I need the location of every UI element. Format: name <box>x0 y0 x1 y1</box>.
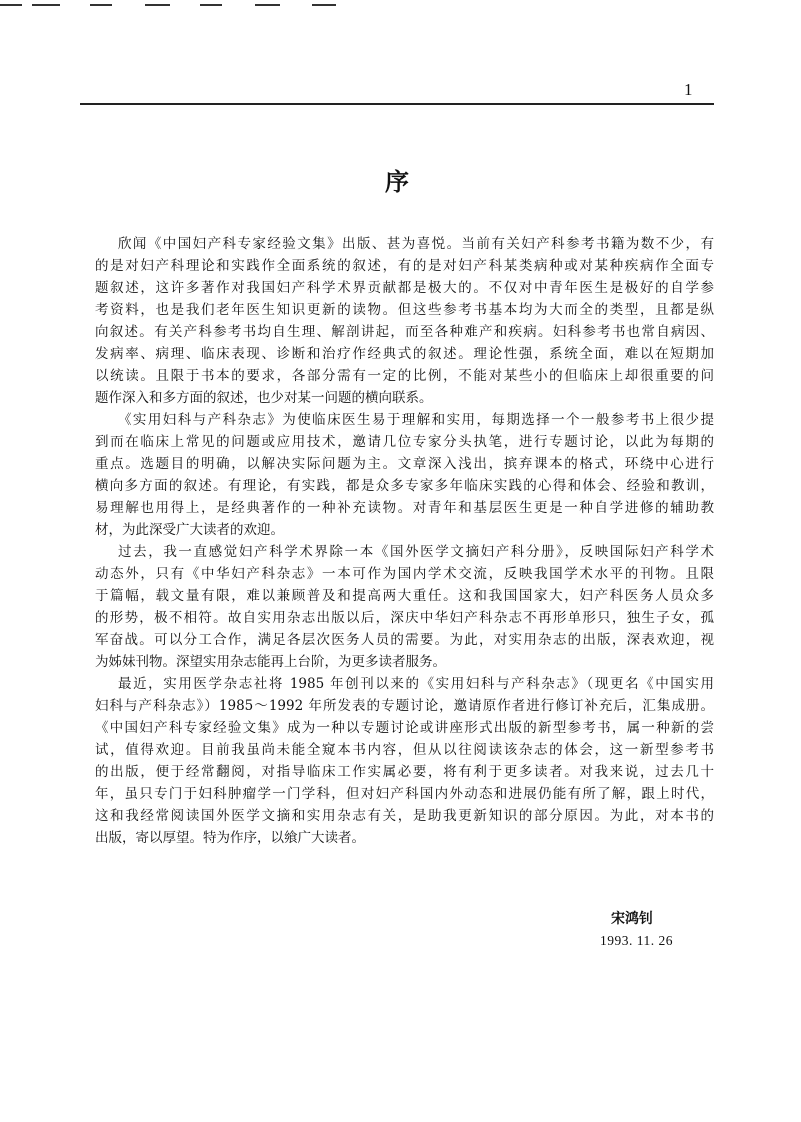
paragraph-line: 题作深入和多方面的叙述，也少对某一问题的横向联系。 <box>95 390 433 406</box>
paragraph-line: 为姊妹刊物。深望实用杂志能再上台阶，为更多读者服务。 <box>95 654 446 670</box>
paragraph-line: 年，虽只专门于妇科肿瘤学一门学科，但对妇产科国内外动态和进展仍能有所了解，跟上时代， <box>95 786 714 802</box>
paragraph-line: 动态外，只有《中华妇产科杂志》一本可作为国内学术交流，反映我国学术水平的刊物。且限 <box>95 566 714 582</box>
paragraph-line: 《中国妇产科专家经验文集》成为一种以专题讨论或讲座形式出版的新型参考书，属一种新的尝 <box>95 720 714 736</box>
paragraph-line: 横向多方面的叙述。有理论，有实践，都是众多专家多年临床实践的心得和体会、经验和教训， <box>95 478 714 494</box>
paragraph-line: 易理解也用得上，是经典著作的一种补充读物。对青年和基层医生更是一种自学进修的辅助教 <box>95 500 714 516</box>
paragraph-line: 的是对妇产科理论和实践作全面系统的叙述，有的是对妇产科某类病种或对某种疾病作全面专 <box>95 258 714 274</box>
scan-marks <box>0 4 360 6</box>
paragraph-line: 妇科与产科杂志》）1985～1992 年所发表的专题讨论，邀请原作者进行修订补充后，汇集成册。 <box>95 698 714 714</box>
paragraph-line: 出版，寄以厚望。特为作序，以飨广大读者。 <box>95 830 365 846</box>
paragraph-line: 军奋战。可以分工合作，满足各层次医务人员的需要。为此，对实用杂志的出版，深表欢迎，视 <box>95 632 714 648</box>
paragraph-line: 的形势，极不相符。故自实用杂志出版以后，深庆中华妇产科杂志不再形单形只，独生子女，孤 <box>95 610 714 626</box>
paragraph-line: 发病率、病理、临床表现、诊断和治疗作经典式的叙述。理论性强，系统全面，难以在短期加 <box>95 346 714 362</box>
paragraph-line: 向叙述。有关产科参考书均自生理、解剖讲起，而至各种难产和疾病。妇科参考书也常自病因、 <box>95 324 714 340</box>
paragraph <box>95 541 714 673</box>
paragraph-line: 题叙述，这许多著作对我国妇产科学术界贡献都是极大的。不仅对中青年医生是极好的自学参 <box>95 280 714 296</box>
paragraph-line: 《实用妇科与产科杂志》为使临床医生易于理解和实用，每期选择一个一般参考书上很少提 <box>118 412 714 428</box>
paragraph-line: 的出版，便于经常翻阅，对指导临床工作实属必要，将有利于更多读者。对我来说，过去几十 <box>95 764 714 780</box>
paragraph-line: 过去，我一直感觉妇产科学术界除一本《国外医学文摘妇产科分册》，反映国际妇产科学术 <box>118 544 714 560</box>
paragraph <box>95 233 714 409</box>
paragraph-line: 材，为此深受广大读者的欢迎。 <box>95 522 284 538</box>
paragraph-line: 到而在临床上常见的问题或应用技术，邀请几位专家分头执笔，进行专题讨论，以此为每期的 <box>95 434 714 450</box>
paragraph <box>95 409 714 541</box>
paragraph-line: 考资料，也是我们老年医生知识更新的读物。但这些参考书基本均为大而全的类型，且都是纵 <box>95 302 714 318</box>
paragraph-line: 这和我经常阅读国外医学文摘和实用杂志有关，是助我更新知识的部分原因。为此，对本书的 <box>95 808 714 824</box>
signature-date: 1993. 11. 26 <box>600 933 673 948</box>
header-rule <box>80 103 714 105</box>
paragraph-line: 以统读。且限于书本的要求，各部分需有一定的比例，不能对某些小的但临床上却很重要的问 <box>95 368 714 384</box>
paragraph-line: 欣闻《中国妇产科专家经验文集》出版、甚为喜悦。当前有关妇产科参考书籍为数不少，有 <box>118 236 714 252</box>
paragraph-line: 于篇幅，载文量有限，难以兼顾普及和提高两大重任。这和我国国家大，妇产科医务人员众多 <box>95 588 714 604</box>
paragraph-line: 最近，实用医学杂志社将 1985 年创刊以来的《实用妇科与产科杂志》（现更名《中国实用 <box>118 676 714 692</box>
paragraph <box>95 673 714 849</box>
preface-body <box>95 233 714 849</box>
paragraph-line: 试，值得欢迎。目前我虽尚未能全窥本书内容，但从以往阅读该杂志的体会，这一新型参考书 <box>95 742 714 758</box>
paragraph-line: 重点。选题目的明确，以解决实际问题为主。文章深入浅出，摈弃课本的格式，环绕中心进行 <box>95 456 714 472</box>
page-number: 1 <box>684 80 693 99</box>
author-signature: 宋鸿钊 <box>611 911 653 927</box>
page-title: 序 <box>385 167 409 196</box>
